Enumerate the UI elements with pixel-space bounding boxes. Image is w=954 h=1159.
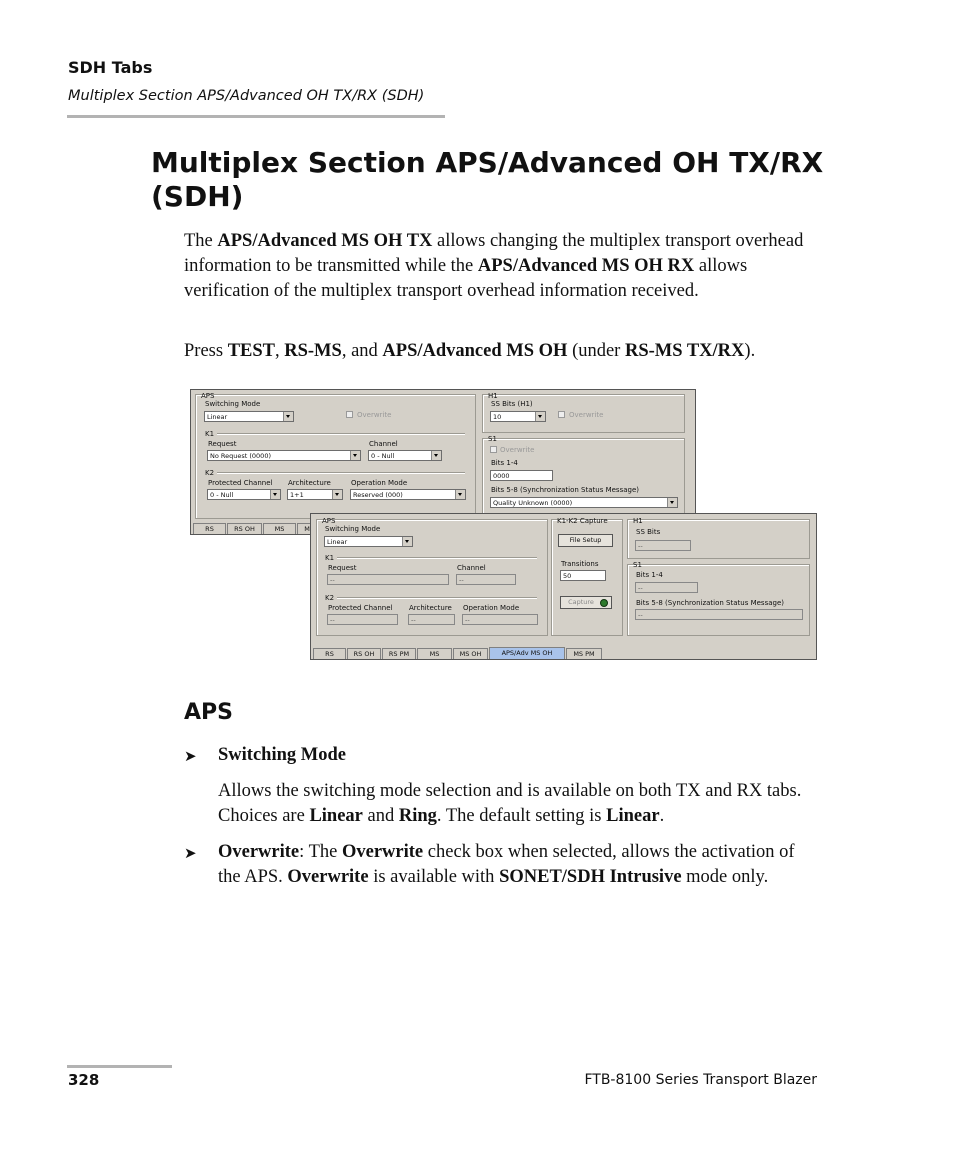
overwrite-label: Overwrite xyxy=(357,411,392,419)
bold-term: APS/Advanced MS OH RX xyxy=(477,256,695,276)
bold-term: APS/Advanced MS OH xyxy=(382,341,568,361)
request-select[interactable] xyxy=(207,450,361,461)
bits58-value: -- xyxy=(635,609,803,620)
file-setup-button[interactable]: File Setup xyxy=(558,534,613,547)
k2-separator xyxy=(217,472,465,474)
bold-term: Ring xyxy=(398,806,437,826)
capture-button[interactable] xyxy=(560,596,612,609)
architecture-value: -- xyxy=(408,614,455,625)
architecture-label: Architecture xyxy=(288,479,331,487)
header-rule xyxy=(67,115,445,118)
k1-separator xyxy=(337,557,537,559)
text: mode only. xyxy=(681,867,769,887)
text: check box when selected, allows the activation of the APS. xyxy=(218,842,795,887)
channel-label: Channel xyxy=(457,564,486,572)
chevron-down-icon xyxy=(270,490,280,499)
tab-ms[interactable]: MS xyxy=(263,523,296,534)
chevron-down-icon xyxy=(667,498,677,507)
text: and xyxy=(362,806,399,826)
ss-bits-label: SS Bits (H1) xyxy=(491,400,533,408)
tab-ms[interactable]: MS xyxy=(417,648,452,659)
ss-bits-value: -- xyxy=(635,540,691,551)
s1-group-label: S1 xyxy=(633,561,642,569)
bold-term: Linear xyxy=(606,806,660,826)
chevron-down-icon xyxy=(350,451,360,460)
select-value: Quality Unknown (0000) xyxy=(493,499,573,507)
bold-term: Linear xyxy=(309,806,363,826)
protected-channel-label: Protected Channel xyxy=(208,479,273,487)
request-value: -- xyxy=(327,574,449,585)
protected-channel-value: -- xyxy=(327,614,398,625)
header-section: SDH Tabs xyxy=(68,58,153,77)
switching-mode-select[interactable] xyxy=(204,411,294,422)
k2-label: K2 xyxy=(205,469,215,477)
channel-select[interactable] xyxy=(368,450,442,461)
page-number: 328 xyxy=(68,1071,100,1089)
bold-term: RS-MS TX/RX xyxy=(624,341,745,361)
tab-rs[interactable]: RS xyxy=(193,523,226,534)
operation-mode-value: -- xyxy=(462,614,538,625)
text: (under xyxy=(567,341,625,361)
chevron-down-icon xyxy=(402,537,412,546)
overwrite-paragraph xyxy=(218,840,818,890)
text: allows changing the multiplex transport overhead information to be transmitted while the xyxy=(184,231,804,276)
h1-group-label: H1 xyxy=(633,517,643,525)
k1-separator xyxy=(217,433,465,435)
text: allows verification of the multiplex transport overhead information received. xyxy=(184,256,748,301)
select-value: 10 xyxy=(493,413,502,421)
ss-bits-select[interactable] xyxy=(490,411,546,422)
aps-group-label: APS xyxy=(322,517,336,525)
text: , and xyxy=(341,341,383,361)
k1-label: K1 xyxy=(325,554,335,562)
s1-group-label: S1 xyxy=(488,435,497,443)
bits58-select[interactable] xyxy=(490,497,678,508)
footer-rule xyxy=(67,1065,172,1068)
h1-group-label: H1 xyxy=(488,392,498,400)
tab-ms-pm[interactable]: MS PM xyxy=(566,648,602,659)
select-value: Linear xyxy=(327,538,348,546)
s1-overwrite-checkbox[interactable] xyxy=(490,446,497,453)
text: Allows the switching mode selection and is available on both TX and RX tabs. Choices are xyxy=(218,781,802,826)
text: The xyxy=(184,231,218,251)
architecture-select[interactable] xyxy=(287,489,343,500)
tab-rs-pm[interactable]: RS PM xyxy=(382,648,416,659)
transitions-label: Transitions xyxy=(561,560,599,568)
bits58-label: Bits 5-8 (Synchronization Status Message) xyxy=(636,599,784,607)
tab-rs-oh[interactable]: RS OH xyxy=(347,648,381,659)
intro-paragraph xyxy=(184,229,814,304)
k2-separator xyxy=(337,597,537,599)
bold-term: RS-MS xyxy=(284,341,342,361)
bold-term: TEST xyxy=(227,341,275,361)
select-value: Linear xyxy=(207,413,228,421)
chevron-down-icon xyxy=(431,451,441,460)
product-name: FTB-8100 Series Transport Blazer xyxy=(584,1072,817,1088)
tab-rs[interactable]: RS xyxy=(313,648,346,659)
tab-more[interactable]: M xyxy=(297,523,317,534)
chevron-down-icon xyxy=(332,490,342,499)
request-label: Request xyxy=(208,440,237,448)
bold-term: Overwrite xyxy=(218,842,300,862)
overwrite-checkbox[interactable] xyxy=(346,411,353,418)
switching-mode-select[interactable] xyxy=(324,536,413,547)
chevron-down-icon xyxy=(535,412,545,421)
page-title: Multiplex Section APS/Advanced OH TX/RX (SDH) xyxy=(151,146,824,213)
text: ). xyxy=(744,341,756,361)
rx-window-screenshot xyxy=(310,513,817,660)
bits14-label: Bits 1-4 xyxy=(491,459,518,467)
channel-label: Channel xyxy=(369,440,398,448)
operation-mode-label: Operation Mode xyxy=(351,479,408,487)
request-label: Request xyxy=(328,564,357,572)
s1-overwrite-label: Overwrite xyxy=(500,446,535,454)
select-value: Reserved (000) xyxy=(353,491,403,499)
protected-channel-label: Protected Channel xyxy=(328,604,393,612)
tab-rs-oh[interactable]: RS OH xyxy=(227,523,262,534)
switching-mode-label: Switching Mode xyxy=(325,525,381,533)
tab-aps-adv-ms-oh[interactable]: APS/Adv MS OH xyxy=(489,647,565,659)
text: : The xyxy=(299,842,342,862)
k2-label: K2 xyxy=(325,594,335,602)
chevron-down-icon xyxy=(455,490,465,499)
h1-overwrite-label: Overwrite xyxy=(569,411,604,419)
switching-mode-label: Switching Mode xyxy=(205,400,261,408)
h1-group xyxy=(627,519,810,559)
bullet-arrow-icon: ➤ xyxy=(184,844,197,862)
h1-overwrite-checkbox[interactable] xyxy=(558,411,565,418)
capture-group-label: K1-K2 Capture xyxy=(557,517,608,525)
text: . xyxy=(659,806,665,826)
chevron-down-icon xyxy=(283,412,293,421)
ss-bits-label: SS Bits xyxy=(636,528,661,536)
rx-tab-bar xyxy=(311,646,816,659)
protected-channel-select[interactable] xyxy=(207,489,281,500)
bold-term: SONET/SDH Intrusive xyxy=(499,867,682,887)
bold-term: Overwrite xyxy=(287,867,369,887)
select-value: 0 - Null xyxy=(371,452,395,460)
bits14-value: -- xyxy=(635,582,698,593)
capture-label: Capture xyxy=(568,598,594,606)
tab-ms-oh[interactable]: MS OH xyxy=(453,648,488,659)
text: Press xyxy=(184,341,228,361)
aps-group-label: APS xyxy=(201,392,215,400)
header-subsection: Multiplex Section APS/Advanced OH TX/RX (SDH) xyxy=(68,88,425,104)
switching-mode-heading: Switching Mode xyxy=(218,745,346,765)
operation-mode-select[interactable] xyxy=(350,489,466,500)
text: is available with xyxy=(368,867,500,887)
press-paragraph xyxy=(184,339,814,364)
transitions-input[interactable]: 50 xyxy=(560,570,606,581)
text: . The default setting is xyxy=(436,806,607,826)
select-value: No Request (0000) xyxy=(210,452,271,460)
select-value: 1+1 xyxy=(290,491,304,499)
operation-mode-label: Operation Mode xyxy=(463,604,520,612)
bits58-label: Bits 5-8 (Synchronization Status Message) xyxy=(491,486,639,494)
k1-label: K1 xyxy=(205,430,215,438)
bits14-input[interactable]: 0000 xyxy=(490,470,553,481)
architecture-label: Architecture xyxy=(409,604,452,612)
text: , xyxy=(275,341,285,361)
select-value: 0 - Null xyxy=(210,491,234,499)
channel-value: -- xyxy=(456,574,516,585)
bullet-arrow-icon: ➤ xyxy=(184,747,197,765)
switching-mode-paragraph xyxy=(218,779,818,829)
bold-term: APS/Advanced MS OH TX xyxy=(217,231,433,251)
bold-term: Overwrite xyxy=(341,842,424,862)
capture-status-led-icon xyxy=(600,599,608,607)
bits14-label: Bits 1-4 xyxy=(636,571,663,579)
aps-heading: APS xyxy=(184,700,233,725)
